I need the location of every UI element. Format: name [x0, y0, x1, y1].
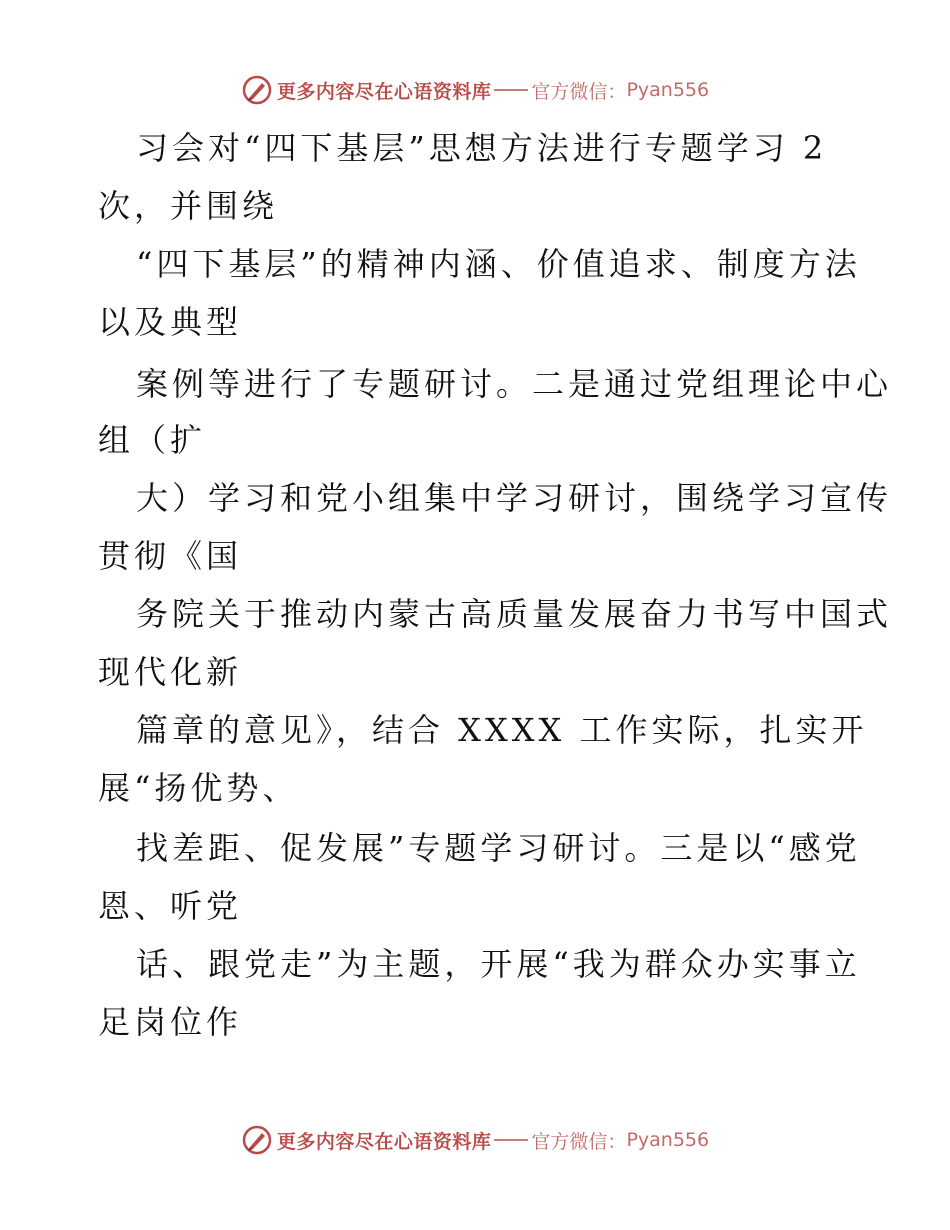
text-line: 大）学习和党小组集中学习研讨，围绕学习宣传	[136, 479, 893, 517]
watermark-handle: Pyan556	[626, 79, 710, 101]
text-line: 篇章的意见》，结合 XXXX 工作实际，扎实开	[136, 711, 868, 749]
text-line: 以及典型	[98, 303, 243, 341]
text-line: 务院关于推动内蒙古高质量发展奋力书写中国式	[136, 595, 893, 633]
text-line: 现代化新	[98, 653, 243, 691]
header-watermark	[0, 70, 950, 110]
quill-pen-icon	[241, 74, 273, 106]
watermark-label: 更多内容尽在心语资料库	[276, 1130, 492, 1153]
text-line: 习会对“四下基层”思想方法进行专题学习 2	[136, 129, 828, 167]
text-line: 组（扩	[98, 421, 207, 459]
watermark-dash	[494, 89, 528, 91]
text-line: 案例等进行了专题研讨。二是通过党组理论中心	[136, 365, 893, 403]
text-line: 话、跟党走”为主题，开展“我为群众办实事立	[136, 945, 861, 983]
text-line: 足岗位作	[98, 1003, 243, 1041]
watermark-label: 更多内容尽在心语资料库	[276, 80, 492, 103]
quill-pen-icon	[241, 1124, 273, 1156]
watermark-contact-prefix: 官方微信：	[531, 1130, 627, 1153]
text-line: 展“扬优势、	[98, 769, 299, 807]
text-line: 找差距、促发展”专题学习研讨。三是以“感党	[136, 829, 861, 867]
watermark-handle: Pyan556	[626, 1129, 710, 1151]
watermark-contact-prefix: 官方微信：	[531, 80, 627, 103]
watermark-dash	[494, 1139, 528, 1141]
footer-watermark	[0, 1120, 950, 1160]
text-line: “四下基层”的精神内涵、价值追求、制度方法	[136, 245, 861, 283]
text-line: 次，并围绕	[98, 187, 279, 225]
text-line: 贯彻《国	[98, 537, 243, 575]
text-line: 恩、听党	[98, 887, 243, 925]
